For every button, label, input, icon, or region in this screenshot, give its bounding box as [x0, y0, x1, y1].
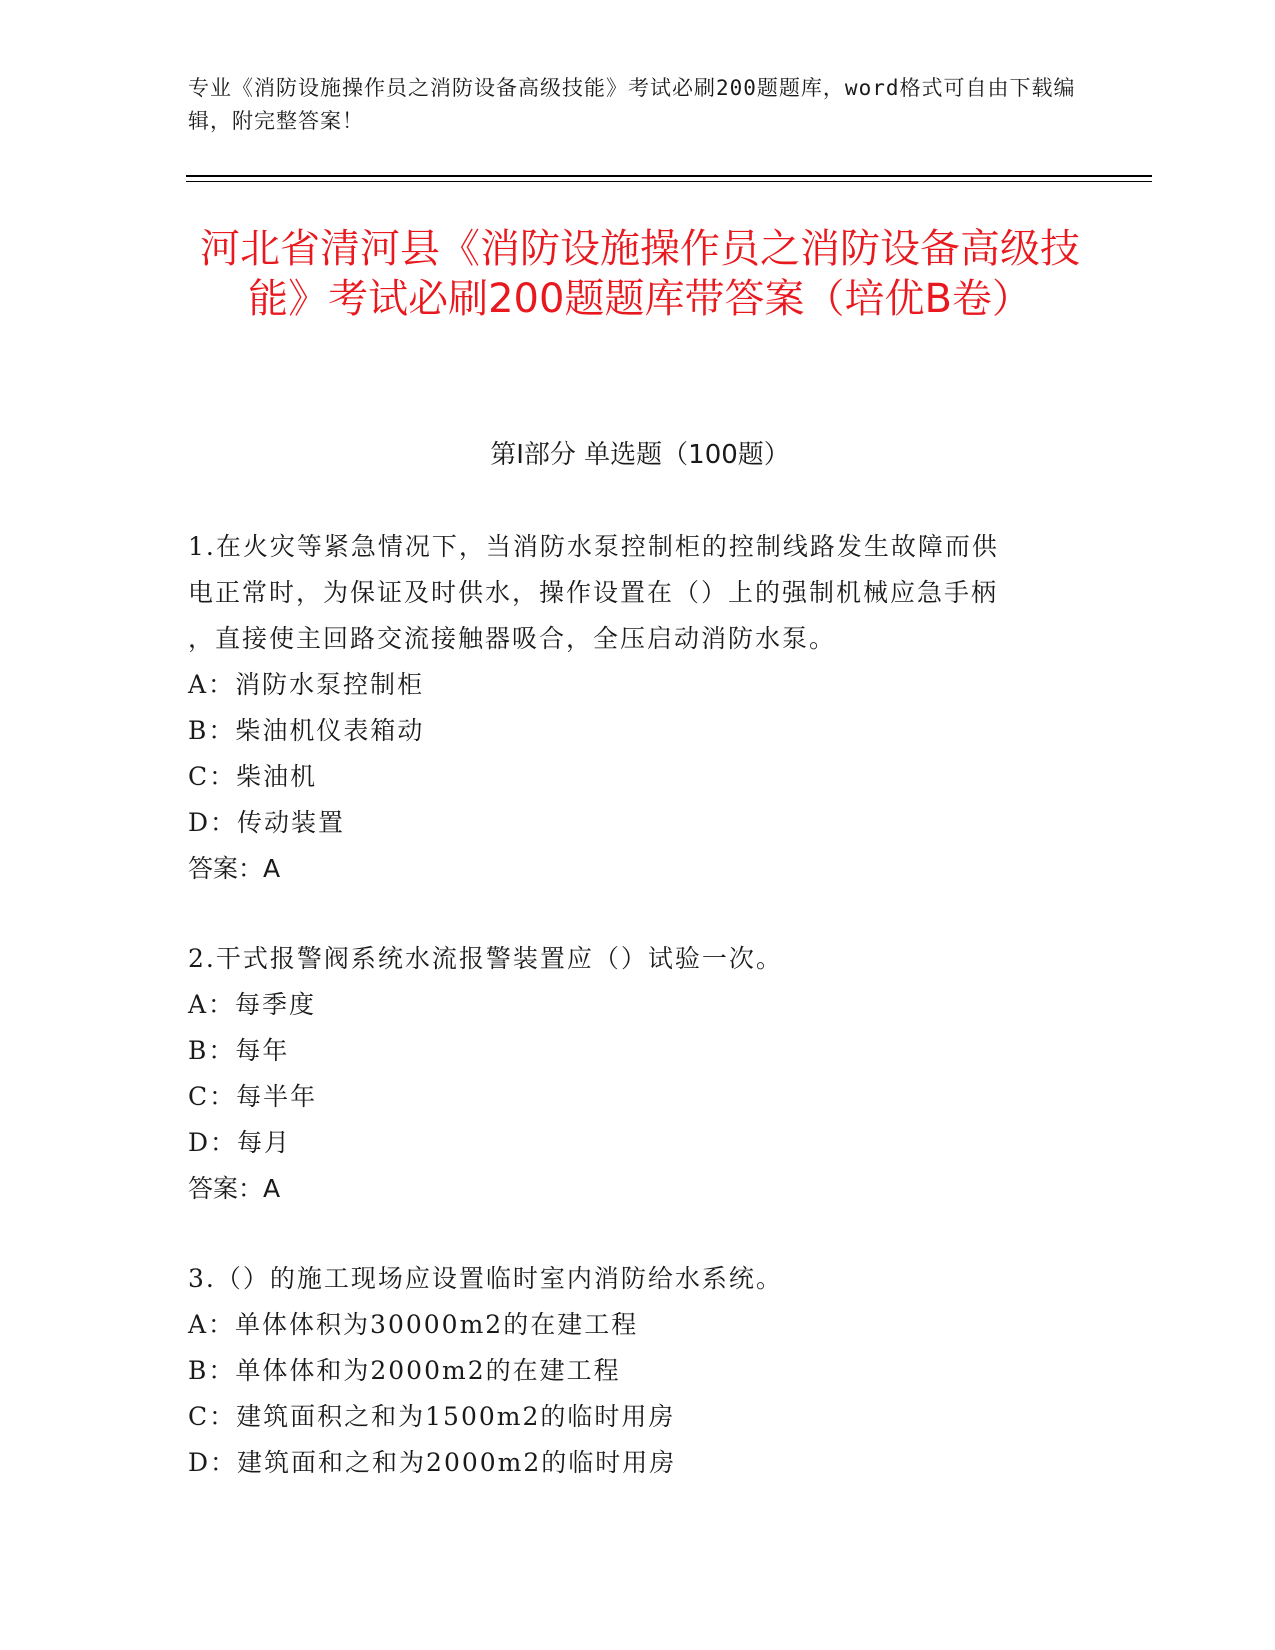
- header-rule-thin: [186, 181, 1152, 182]
- document-title: 河北省清河县《消防设施操作员之消防设备高级技能》考试必刷200题题库带答案（培优B卷）: [200, 226, 1080, 322]
- header-rule-thick: [186, 175, 1152, 177]
- question-stem-line: 1.在火灾等紧急情况下，当消防水泵控制柜的控制线路发生故障而供: [188, 532, 999, 561]
- question-list: [188, 524, 1068, 1486]
- question-stem-line: 电正常时，为保证及时供水，操作设置在（）上的强制机械应急手柄: [188, 578, 999, 607]
- question-stem-line: 2.干式报警阀系统水流报警装置应（）试验一次。: [188, 944, 783, 973]
- question-option: A：每季度: [188, 990, 317, 1019]
- question-answer: 答案：A: [188, 854, 281, 883]
- question-option: C：柴油机: [188, 762, 318, 791]
- question-1: [188, 524, 1068, 892]
- question-gap: [188, 892, 1068, 936]
- question-option: D：每月: [188, 1128, 292, 1157]
- question-3: [188, 1256, 1068, 1486]
- section-heading: 第Ⅰ部分 单选题（100题）: [490, 440, 790, 470]
- question-stem-line: ，直接使主回路交流接触器吸合，全压启动消防水泵。: [188, 624, 837, 653]
- question-option: C：每半年: [188, 1082, 318, 1111]
- question-option: C：建筑面积之和为1500m2的临时用房: [188, 1402, 676, 1431]
- question-gap: [188, 1212, 1068, 1256]
- question-option: D：传动装置: [188, 808, 346, 837]
- header-note: 专业《消防设施操作员之消防设备高级技能》考试必刷200题题库，word格式可自由下载编辑，附完整答案！: [188, 76, 1076, 133]
- question-option: B：柴油机仪表箱动: [188, 716, 425, 745]
- question-answer: 答案：A: [188, 1174, 281, 1203]
- question-option: B：每年: [188, 1036, 290, 1065]
- question-option: D：建筑面和之和为2000m2的临时用房: [188, 1448, 677, 1477]
- question-stem-line: 3.（）的施工现场应设置临时室内消防给水系统。: [188, 1264, 783, 1293]
- question-2: [188, 936, 1068, 1212]
- question-option: A：单体体积为30000m2的在建工程: [188, 1310, 639, 1339]
- question-option: B：单体体和为2000m2的在建工程: [188, 1356, 621, 1385]
- question-option: A：消防水泵控制柜: [188, 670, 425, 699]
